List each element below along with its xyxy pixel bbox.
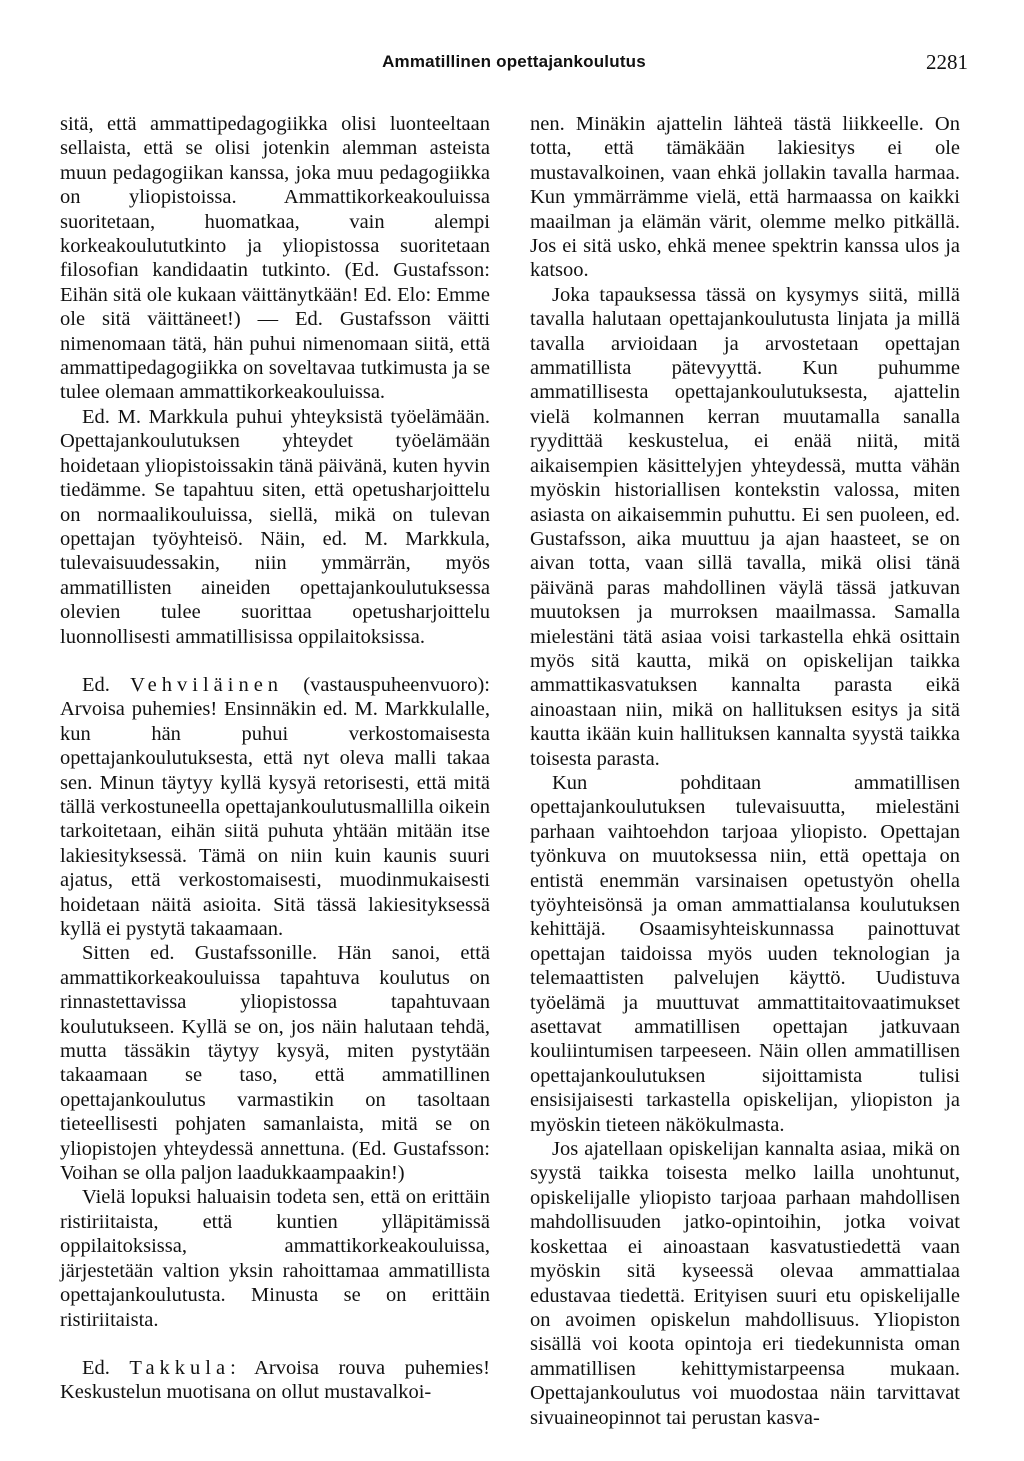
page-number: 2281 [926, 50, 968, 74]
paragraph: sitä, että ammattipedagogiikka olisi luonteeltaan sellaista, että se olisi jotenkin alemman asteista muun pedagogiikan kanssa, joka muu pedagogiikka on yliopistoissa. Ammattikorkeakouluissa suoritetaan, huomatkaa, vain alempi korkeakoulututkinto ja yliopistossa suoritetaan filosofian kandidaatin tutkinto. (Ed. Gustafsson: Eihän sitä ole kukaan väittänytkään! Ed. Elo: Emme ole sitä väittäneet!) — Ed. Gustafsson väitti nimenomaan tätä, hän puhui nimenomaan siitä, että ammattipedagogiikka on soveltavaa tutkimusta ja se tulee olemaan ammattikorkeakouluissa. [60, 113, 490, 404]
paragraph: nen. Minäkin ajattelin lähteä tästä liikkeelle. On totta, että tämäkään lakiesitys ei ole mustavalkoinen, vaan ehkä jollakin tavalla harmaa. Kun ymmärrämme vielä, että harmaassa on kaikki maailman ja elämän värit, olemme melko pitkällä. Jos ei sitä usko, ehkä menee spektrin kanssa ulos ja katsoo. [530, 113, 960, 282]
right-column [530, 112, 960, 1430]
left-column [60, 112, 490, 1405]
paragraph: Sitten ed. Gustafssonille. Hän sanoi, että ammattikorkeakouluissa tapahtuva koulutus on rinnastettavissa yliopistossa tapahtuvaan koulutukseen. Kyllä se on, jos näin halutaan tehdä, mutta tässäkin täytyy kysyä, miten pystytään takaamaan se taso, että ammatillinen opettajankoulutus varmastikin on tasoltaan tieteellisesti pohjaten samanlaista, mitä se on yliopistojen yhteydessä annettuna. (Ed. Gustafsson: Voihan se olla paljon laadukkaampaakin!) [60, 942, 490, 1185]
paragraph: Ed. M. Markkula puhui yhteyksistä työelämään. Opettajankoulutuksen yhteydet työelämään hoidetaan yliopistoissakin tänä päivänä, kuten hyvin tiedämme. Se tapahtuu siten, että opetusharjoittelu on normaalikouluissa, siellä, mikä on tulevan opettajan työyhteisö. Näin, ed. M. Markkula, tulevaisuudessakin, niin ymmärrän, myös ammatillisten aineiden opettajankoulutuksessa olevien tulee suorittaa opetusharjoittelu luonnollisesti ammatillisissa oppilaitoksissa. [60, 405, 490, 648]
speaker-name: Vehviläinen [130, 673, 284, 696]
speech-text: : Arvoisa rouva puhemies! Keskustelun muotisana on ollut mustavalkoi- [60, 1356, 490, 1404]
speech-text: (vastauspuheenvuoro): Arvoisa puhemies! Ensinnäkin ed. M. Markkulalle, kun hän puhui verkostomaisesta opettajankoulutuksesta, että nyt oleva malli takaa sen. Minun täytyy kyllä kysyä retorisesti, että mitä tällä verkostuneella opettajankoulutusmallilla oikein tarkoitetaan, eihän siitä puhuta yhtään mitään itse lakiesityksessä. Tämä on niin kuin kaunis suuri ajatus, että verkostomaisesti, muodinmukaisesti hoidetaan näitä asioita. Sitä tässä lakiesityksessä kyllä ei pystytä takaamaan. [60, 673, 490, 940]
paragraph: Kun pohditaan ammatillisen opettajankoulutuksen tulevaisuutta, mielestäni parhaan vaihtoehdon tarjoaa yliopisto. Opettajan työnkuva on muutoksessa niin, että opettaja on entistä enemmän varsinaisen opetustyön ohella työyhteisönsä ja oman ammattialansa koulutuksen kehittäjä. Osaamisyhteiskunnassa painottuvat opettajan taidoissa myös uuden teknologian ja telemaattisten palvelujen käyttö. Uudistuva työelämä ja muuttuvat ammattitaitovaatimukset asettavat ammatillisen opettajan jatkuvaan kouliintumisen tarpeeseen. Näin ollen ammatillisen opettajankoulutuksen sijoittamista tulisi ensisijaisesti tarkastella opiskelijan, yliopiston ja myöskin tieteen näkökulmasta. [530, 771, 960, 1136]
running-head [60, 52, 968, 78]
speech-paragraph [60, 673, 490, 941]
running-title: Ammatillinen opettajankoulutus [382, 52, 646, 71]
paragraph: Joka tapauksessa tässä on kysymys siitä, millä tavalla halutaan opettajankoulutusta linjata ja millä tavalla arvioidaan ja arvostetaan opettajan ammatillista pätevyyttä. Kun puhumme ammatillisesta opettajankoulutuksesta, ajattelin vielä kolmannen kerran muutamalla sanalla ryydittää keskustelua, ei enää niitä, mitä aikaisempien käsittelyjen yhteydessä, mutta vähän myöskin historiallisen kontekstin valossa, miten asiasta on aikaisemmin puhuttu. Ei sen puoleen, ed. Gustafsson, aika muuttuu ja ajan haasteet, se on aivan totta, vaan sillä tavalla, mikä olisi tänä päivänä paras mahdollinen väylä tässä jatkuvan muutoksen ja murroksen maailmassa. Samalla mielestäni tätä asiaa voisi tarkastella ehkä osittain myös sitä kautta, mikä on opiskelijan taikka ammattikasvatuksen kannalta parasta eikä ainoastaan niin, mikä on hallituksen esitys ja sitä kautta ikään kuin hallituksen kannalta syystä taikka toisesta parasta. [530, 283, 960, 770]
speaker-name: Takkula [129, 1356, 231, 1379]
paragraph: Vielä lopuksi haluaisin todeta sen, että on erittäin ristiriitaista, että kuntien ylläpitämissä oppilaitoksissa, ammattikorkeakouluissa, järjestetään valtion yksin rahoittamaa ammatillista opettajankoulutusta. Minusta se on erittäin ristiriitaista. [60, 1186, 490, 1331]
speech-prefix: Ed. [82, 1356, 130, 1379]
paragraph: Jos ajatellaan opiskelijan kannalta asiaa, mikä on syystä taikka toisesta melko lailla unohtunut, opiskelijalle yliopisto tarjoaa parhaan mahdollisen mahdollisuuden jatko-opintoihin, jotka voivat koskettaa ei ainoastaan kasvatustiedettä vaan myöskin sitä kyseessä olevaa ammattialaa edustavaa tiedettä. Erityisen suuri etu opiskelijalle on avoimen opiskelun mahdollisuus. Yliopiston sisällä voi koota opintoja eri tiedekunnista oman ammatillisen kehittymistarpeensa mukaan. Opettajankoulutus voi muodostaa näin tarvittavat sivuaineopinnot tai perustan kasva- [530, 1138, 960, 1429]
speech-prefix: Ed. [82, 673, 131, 696]
speech-paragraph [60, 1356, 490, 1405]
